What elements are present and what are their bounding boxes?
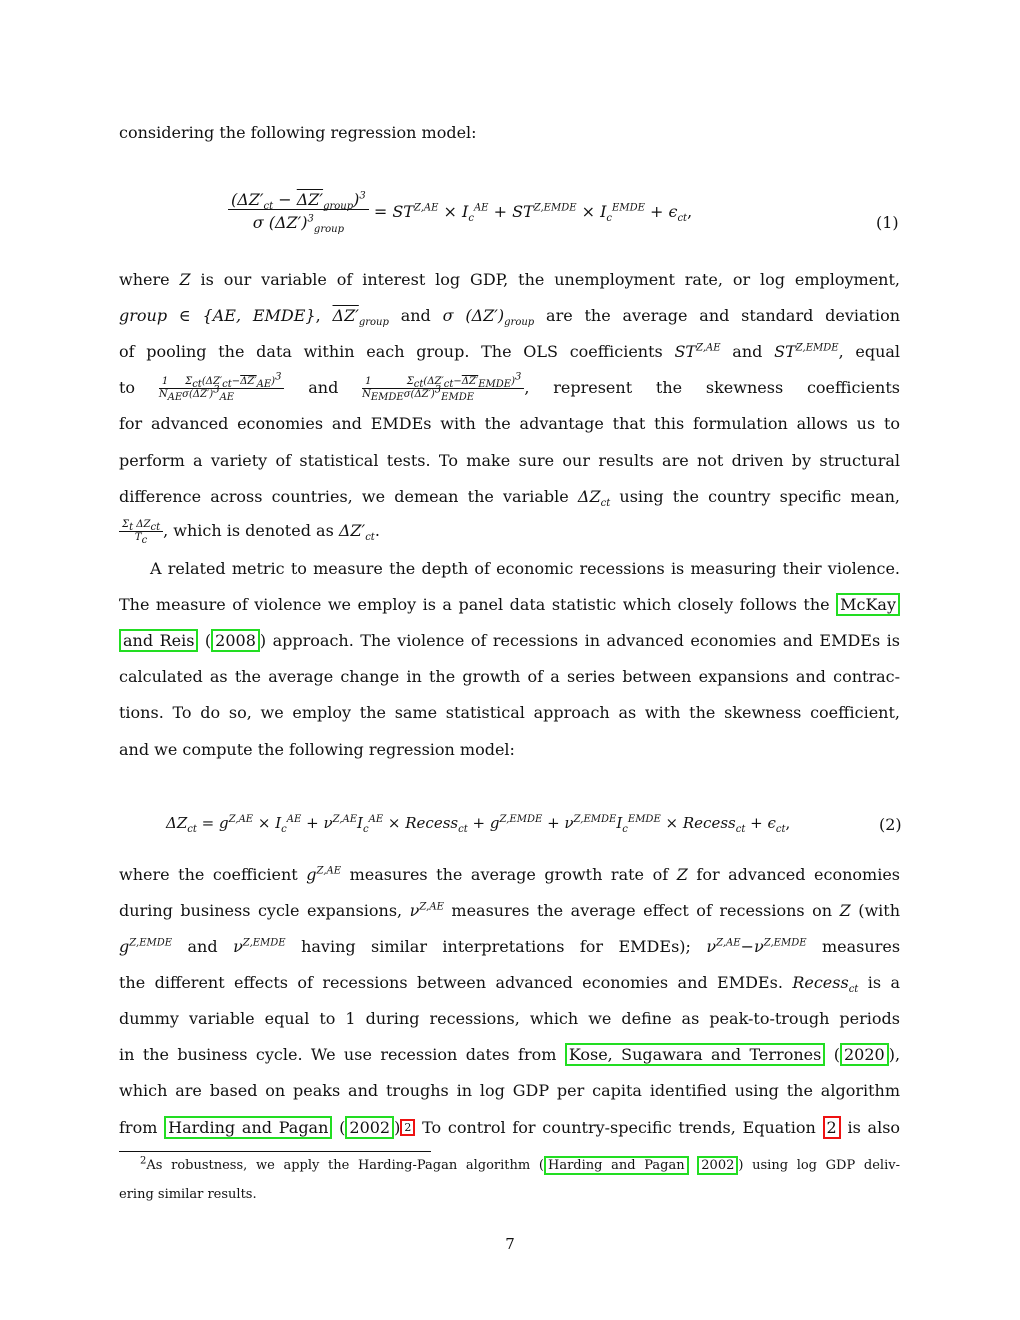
footnote-line-1: $^2$As robustness, we apply the Harding-Pagan algorithm ( Harding and Pagan 2002 ) using log GDP deliv- xyxy=(140,1155,900,1173)
p1-line-4: to $\frac{1}{N_{AE}}$ $\frac{\Sigma_{ct}(\Delta Z'_{ct}-\Delta Z'_{AE})^3}{\sigma(\Delta Z')^3_{AE}}$ and $\frac{1}{N_{EMDE}}$ $\frac{\Sigma_{ct}(\Delta Z'_{ct}-\Delta Z'_{EMDE})^3}{\sigma(\Delta Z')^3_{EMDE}}$ , represent the skewness coefficients xyxy=(119,371,900,403)
equation-2-number: (2) xyxy=(879,815,902,834)
p3-line-5: dummy variable equal to 1 during recessions, which we define as peak-to-trough periods xyxy=(119,1009,900,1028)
p2-line-3: and Reis ( 2008 ) approach. The violence of recessions in advanced economies and EMDEs is xyxy=(119,631,900,651)
p3-line-4: the different effects of recessions between advanced economies and EMDEs. Recess$_{ct}$ is a xyxy=(119,973,900,996)
p3-line-6: in the business cycle. We use recession dates from Kose, Sugawara and Terrones ( 2020 ), xyxy=(119,1045,901,1064)
p3-line-2: during business cycle expansions, $\nu^{Z,AE}$ measures the average effect of recessions on Z (with xyxy=(119,901,901,920)
p2-line-4: calculated as the average change in the growth of a series between expansions and contrac- xyxy=(119,667,900,686)
page-number: 7 xyxy=(505,1235,515,1253)
equation-1: $\frac{(\Delta Z'_{ct} - \Delta Z'_{group})^3}{\sigma (\Delta Z')^3_{group}}$ = $ST^{Z,AE} \times I_c^{AE} + ST^{Z,EMDE} \times I_c^{EMDE} + \epsilon_{ct}$, xyxy=(228,190,692,232)
footnote-rule xyxy=(119,1151,431,1152)
p1-line-5: for advanced economies and EMDEs with the advantage that this formulation allows us to xyxy=(119,414,900,433)
citation-link-harding-pagan[interactable]: Harding and Pagan xyxy=(164,1116,332,1139)
p1-line-3: of pooling the data within each group. The OLS coefficients $ST^{Z,AE}$ and $ST^{Z,EMDE}$, equal xyxy=(119,342,901,361)
footnote-citation-year-2002[interactable]: 2002 xyxy=(697,1156,738,1175)
footnote-citation-harding-pagan[interactable]: Harding and Pagan xyxy=(544,1156,689,1175)
p1-line-1: where Z is our variable of interest log GDP, the unemployment rate, or log employment, xyxy=(119,270,900,289)
p1-line-8: $\frac{\Sigma_t \Delta Z_{ct}}{T_c}$ , which is denoted as $\Delta Z'_{ct}$. xyxy=(119,519,900,549)
footnote-line-2: ering similar results. xyxy=(119,1187,257,1202)
p3-line-7: which are based on peaks and troughs in log GDP per capita identified using the algorithm xyxy=(119,1081,900,1100)
citation-link-mckay-reis[interactable]: and Reis xyxy=(119,629,198,652)
citation-year-2008[interactable]: 2008 xyxy=(211,629,260,652)
p3-line-3: $g^{Z,EMDE}$ and $\nu^{Z,EMDE}$ having similar interpretations for EMDEs); $\nu^{Z,AE}-\nu^{Z,EMDE}$ measures xyxy=(119,937,901,956)
citation-link-mckay[interactable]: McKay xyxy=(836,593,900,616)
p2-line-5: tions. To do so, we employ the same statistical approach as with the skewness coefficient, xyxy=(119,703,900,722)
p1-line-7: difference across countries, we demean the variable $\Delta Z_{ct}$ using the country specific mean, xyxy=(119,487,901,510)
intro-text: considering the following regression model: xyxy=(119,123,477,142)
equation-2: $\Delta Z_{ct} = g^{Z,AE} \times I_c^{AE} + \nu^{Z,AE}I_c^{AE}$ × Recess$_{ct}$ + $g^{Z,EMDE} + \nu^{Z,EMDE}I_c^{EMDE}$ × Recess$_{ct}$ + $\epsilon_{ct}$, xyxy=(166,814,791,835)
citation-year-2020[interactable]: 2020 xyxy=(840,1043,889,1066)
p3-line-8: from Harding and Pagan ( 2002 ) $^2$ To control for country-specific trends, Equation 2 is also xyxy=(119,1118,901,1137)
p1-line-6: perform a variety of statistical tests. To make sure our results are not driven by structural xyxy=(119,451,900,470)
equation-ref-2[interactable]: 2 xyxy=(823,1116,841,1139)
p1-line-2: group ∈ {AE, EMDE}, $\Delta Z'_{group}$ and σ $(\Delta Z')_{group}$ are the average and standard deviation xyxy=(119,306,901,329)
citation-link-kose[interactable]: Kose, Sugawara and Terrones xyxy=(565,1043,826,1066)
p2-line-2: The measure of violence we employ is a panel data statistic which closely follows the McKay xyxy=(119,595,900,615)
footnote-link-2[interactable]: 2 xyxy=(400,1119,415,1136)
p2-line-1: A related metric to measure the depth of economic recessions is measuring their violence. xyxy=(150,559,900,578)
p2-line-6: and we compute the following regression model: xyxy=(119,740,515,759)
equation-1-number: (1) xyxy=(876,213,899,232)
p3-line-1: where the coefficient $g^{Z,AE}$ measures the average growth rate of Z for advanced economies xyxy=(119,865,901,884)
citation-year-2002[interactable]: 2002 xyxy=(345,1116,394,1139)
